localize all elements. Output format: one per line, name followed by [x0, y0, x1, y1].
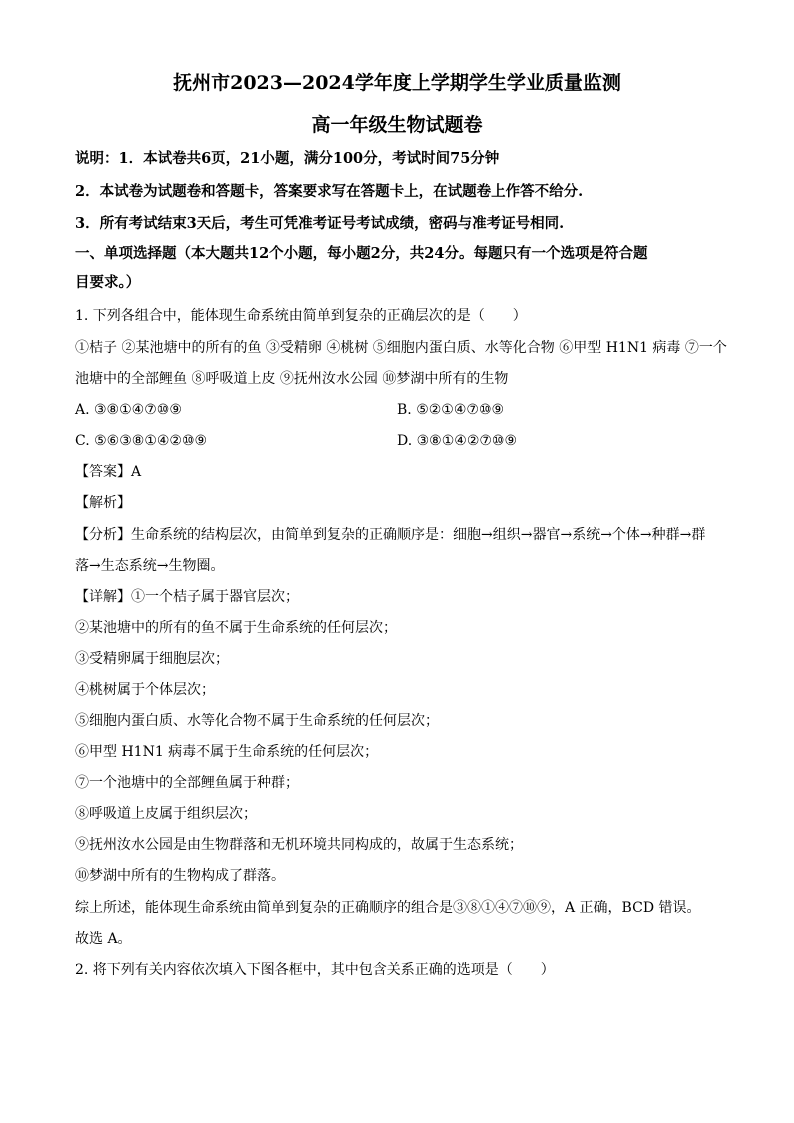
section-heading-cont: 目要求。） — [75, 274, 141, 291]
summary: 综上所述，能体现生命系统由简单到复杂的正确顺序的组合是③⑧①④⑦⑩⑨，A 正确，BCD 错误。 — [75, 900, 701, 916]
detail-line: ⑤细胞内蛋白质、水等化合物不属于生命系统的任何层次； — [75, 713, 439, 729]
option-a: A. ③⑧①④⑦⑩⑨ — [75, 402, 182, 418]
detail-line: ②某池塘中的所有的鱼不属于生命系统的任何层次； — [75, 620, 397, 636]
page-title: 抚州市2023—2024学年度上学期学生学业质量监测 — [173, 72, 621, 94]
question-1-items: ①桔子 ②某池塘中的所有的鱼 ③受精卵 ④桃树 ⑤细胞内蛋白质、水等化合物 ⑥甲型 H1N1 病毒 ⑦一个 — [75, 340, 727, 356]
conclusion: 故选 A。 — [75, 931, 132, 947]
instruction-2: 2．本试卷为试题卷和答题卡，答案要求写在答题卡上，在试题卷上作答不给分. — [75, 183, 584, 200]
detail-line: ⑧呼吸道上皮属于组织层次； — [75, 806, 257, 822]
question-2-stem: 2. 将下列有关内容依次填入下图各框中，其中包含关系正确的选项是（ ） — [75, 962, 555, 978]
detail-line: ④桃树属于个体层次； — [75, 682, 215, 698]
instruction-1: 说明：1．本试卷共6页，21小题，满分100分，考试时间75分钟 — [75, 150, 500, 167]
instruction-3: 3．所有考试结束3天后，考生可凭准考证号考试成绩，密码与准考证号相同. — [75, 215, 565, 232]
analysis-text-cont: 落→生态系统→生物圈。 — [75, 558, 225, 574]
analysis-label: 【解析】 — [75, 495, 131, 511]
question-1-stem: 1. 下列各组合中，能体现生命系统由简单到复杂的正确层次的是（ ） — [75, 308, 527, 324]
page-subtitle: 高一年级生物试题卷 — [311, 114, 483, 136]
option-d: D. ③⑧①④②⑦⑩⑨ — [397, 433, 518, 449]
section-heading: 一、单项选择题（本大题共12个小题，每小题2分，共24分。每题只有一个选项是符合题 — [75, 245, 648, 262]
detail-line: ⑥甲型 H1N1 病毒不属于生命系统的任何层次； — [75, 744, 379, 760]
option-c: C. ⑤⑥③⑧①④②⑩⑨ — [75, 433, 208, 449]
option-b: B. ⑤②①④⑦⑩⑨ — [397, 402, 505, 418]
answer: 【答案】A — [75, 464, 142, 480]
detail-line: 【详解】①一个桔子属于器官层次； — [75, 589, 299, 605]
detail-line: ⑦一个池塘中的全部鲤鱼属于种群； — [75, 775, 299, 791]
detail-line: ⑩梦湖中所有的生物构成了群落。 — [75, 868, 285, 884]
question-1-items-cont: 池塘中的全部鲤鱼 ⑧呼吸道上皮 ⑨抚州汝水公园 ⑩梦湖中所有的生物 — [75, 371, 509, 387]
detail-line: ⑨抚州汝水公园是由生物群落和无机环境共同构成的，故属于生态系统； — [75, 837, 523, 853]
analysis-text: 【分析】生命系统的结构层次，由简单到复杂的正确顺序是：细胞→组织→器官→系统→个体→种群→群 — [75, 527, 706, 543]
detail-line: ③受精卵属于细胞层次； — [75, 651, 229, 667]
